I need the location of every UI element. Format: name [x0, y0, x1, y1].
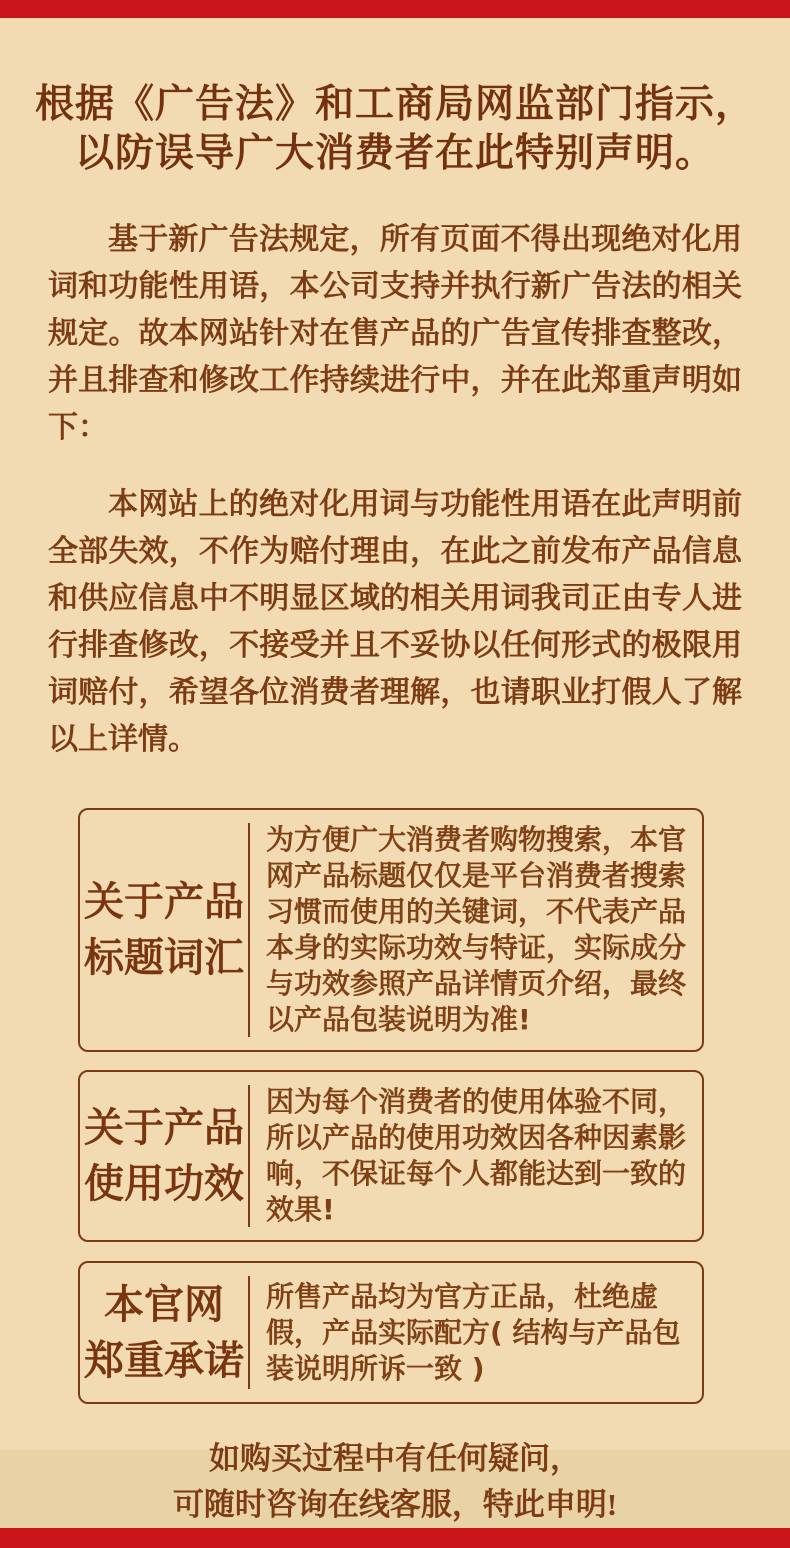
page-title-line1: 根据《广告法》和工商局网监部门指示， — [34, 83, 755, 126]
notice-text-product-efficacy: 因为每个消费者的使用体验不同，所以产品的使用功效因各种因素影响，不保证每个人都能达到一致的效果! — [266, 1085, 687, 1226]
top-red-bar — [0, 0, 790, 18]
notice-label-line1: 关于产品 — [84, 879, 244, 924]
notice-label-product-efficacy — [80, 1072, 248, 1240]
notice-label-line1: 本官网 — [104, 1281, 224, 1327]
notice-body — [250, 1263, 702, 1402]
notice-label-line1: 关于产品 — [84, 1105, 244, 1150]
page-title — [0, 80, 790, 178]
notice-label-line2: 使用功效 — [84, 1161, 244, 1206]
intro-paragraph-2: 本网站上的绝对化用词与功能性用语在此声明前全部失效，不作为赔付理由，在此之前发布产品信息和供应信息中不明显区域的相关用词我司正由专人进行排查修改，不接受并且不妥协以任何形式的极限用词赔付，希望各位消费者理解，也请职业打假人了解以上详情。 — [48, 488, 742, 756]
notice-body — [250, 810, 702, 1050]
footer-note — [0, 1436, 790, 1528]
bottom-red-bar — [0, 1528, 790, 1548]
notice-label-line2: 标题词汇 — [84, 935, 244, 980]
notice-list — [78, 808, 704, 1404]
notice-label-product-title-words — [80, 810, 248, 1050]
notice-body — [250, 1072, 702, 1240]
notice-label-line2: 郑重承诺 — [84, 1337, 244, 1383]
notice-card-product-efficacy — [78, 1070, 704, 1242]
notice-card-product-title-words — [78, 808, 704, 1052]
notice-text-product-title-words: 为方便广大消费者购物搜索，本官网产品标题仅仅是平台消费者搜索习惯而使用的关键词，不代表产品本身的实际功效与特证，实际成分与功效参照产品详情页介绍，最终以产品包装说明为准! — [266, 823, 687, 1036]
intro-paragraph-1: 基于新广告法规定，所有页面不得出现绝对化用词和功能性用语，本公司支持并执行新广告法的相关规定。故本网站针对在售产品的广告宣传排查整改，并且排查和修改工作持续进行中，并在此郑重声明如下： — [48, 223, 742, 444]
notice-card-official-promise — [78, 1261, 704, 1404]
notice-label-official-promise — [80, 1263, 248, 1402]
page-title-line2: 以防误导广大消费者在此特别声明。 — [74, 132, 715, 175]
footer-line1: 如购买过程中有任何疑问， — [209, 1441, 581, 1476]
notice-text-official-promise: 所售产品均为官方正品，杜绝虚假，产品实际配方( 结构与产品包装说明所诉一致 ) — [266, 1279, 681, 1385]
footer-line2: 可随时咨询在线客服，特此申明! — [172, 1487, 618, 1522]
